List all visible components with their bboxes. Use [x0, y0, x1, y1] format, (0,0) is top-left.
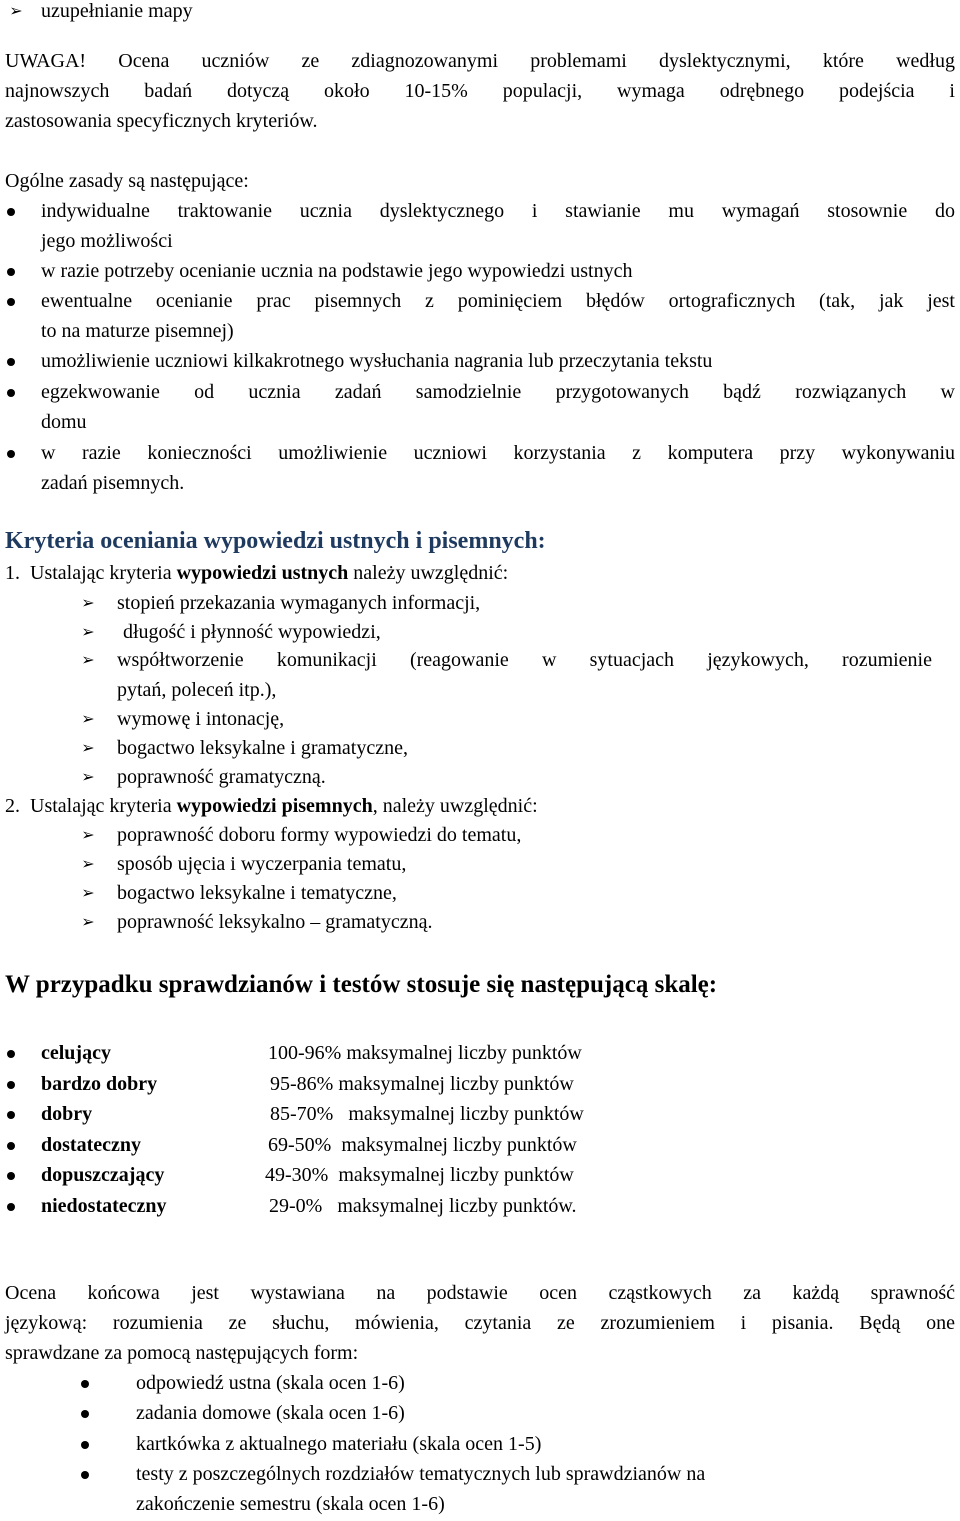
arrow-bullet-icon: ➢: [9, 1, 23, 20]
bullet-icon: [7, 208, 15, 216]
bullet-icon: [7, 1050, 15, 1058]
general-item-line: indywidualne traktowanie ucznia dyslektycznego i stawianie mu wymagań stosownie do: [41, 200, 955, 222]
arrow-bullet-icon: ➢: [81, 738, 95, 757]
general-item-line: zadań pisemnych.: [41, 472, 185, 494]
written-lead-bold: wypowiedzi pisemnych: [176, 795, 373, 817]
assessment-form: zakończenie semestru (skala ocen 1-6): [136, 1493, 445, 1515]
general-item-line: ewentualne ocenianie prac pisemnych z pominięciem błędów ortograficznych (tak, jak jest: [41, 290, 955, 312]
bullet-icon: [7, 1111, 15, 1119]
grade-range: 95-86% maksymalnej liczby punktów: [270, 1073, 574, 1095]
grade-name: niedostateczny: [41, 1195, 167, 1217]
note-line: zastosowania specyficznych kryteriów.: [5, 110, 318, 132]
arrow-bullet-icon: ➢: [81, 854, 95, 873]
oral-item: wymowę i intonację,: [117, 708, 285, 730]
general-item-line: domu: [41, 411, 87, 433]
grade-name: celujący: [41, 1042, 111, 1064]
general-intro: Ogólne zasady są następujące:: [5, 170, 249, 192]
grade-range: 29-0% maksymalnej liczby punktów.: [269, 1195, 577, 1217]
oral-item: poprawność gramatyczną.: [117, 766, 326, 788]
bullet-icon: [7, 1203, 15, 1211]
scale-heading: W przypadku sprawdzianów i testów stosuje się następującą skalę:: [5, 971, 718, 998]
grade-range: 85-70% maksymalnej liczby punktów: [270, 1103, 584, 1125]
note-line: UWAGA! Ocena uczniów ze zdiagnozowanymi problemami dyslektycznymi, które według: [5, 50, 955, 72]
oral-item: długość i płynność wypowiedzi,: [123, 621, 381, 643]
criteria-heading: Kryteria oceniania wypowiedzi ustnych i pisemnych:: [5, 528, 546, 554]
written-item: bogactwo leksykalne i tematyczne,: [117, 882, 397, 904]
bullet-icon: [81, 1471, 89, 1479]
written-lead-before: Ustalając kryteria: [30, 795, 177, 817]
arrow-bullet-icon: ➢: [81, 912, 95, 931]
bullet-icon: [7, 1172, 15, 1180]
general-item-line: jego możliwości: [41, 230, 173, 252]
assessment-form: zadania domowe (skala ocen 1-6): [136, 1402, 405, 1424]
note-line: najnowszych badań dotyczą około 10-15% populacji, wymaga odrębnego podejścia i: [5, 80, 955, 102]
oral-item: stopień przekazania wymaganych informacji,: [117, 592, 481, 614]
general-item-line: w razie potrzeby ocenianie ucznia na podstawie jego wypowiedzi ustnych: [41, 260, 633, 282]
arrow-bullet-icon: ➢: [81, 709, 95, 728]
bullet-icon: [81, 1410, 89, 1418]
general-item-line: egzekwowanie od ucznia zadań samodzielnie przygotowanych bądź rozwiązanych w: [41, 381, 955, 403]
arrow-bullet-icon: ➢: [81, 622, 95, 641]
general-item-line: umożliwienie uczniowi kilkakrotnego wysłuchania nagrania lub przeczytania tekstu: [41, 350, 713, 372]
grade-range: 69-50% maksymalnej liczby punktów: [268, 1134, 577, 1156]
grade-name: dostateczny: [41, 1134, 141, 1156]
written-criteria-lead: [5, 791, 538, 821]
oral-item: współtworzenie komunikacji (reagowanie w sytuacjach językowych, rozumienie: [117, 649, 932, 671]
general-item-line: to na maturze pisemnej): [41, 320, 234, 342]
bullet-icon: [7, 1142, 15, 1150]
oral-lead-after: należy uwzględnić:: [348, 562, 509, 584]
grade-name: dopuszczający: [41, 1164, 165, 1186]
bullet-icon: [7, 389, 15, 397]
bullet-icon: [7, 450, 15, 458]
oral-item: bogactwo leksykalne i gramatyczne,: [117, 737, 408, 759]
oral-number: 1.: [5, 562, 20, 584]
arrow-bullet-icon: ➢: [81, 650, 95, 669]
top-item: uzupełnianie mapy: [41, 0, 193, 22]
oral-lead-bold: wypowiedzi ustnych: [176, 562, 349, 584]
final-line: sprawdzane za pomocą następujących form:: [5, 1342, 359, 1364]
grade-name: dobry: [41, 1103, 93, 1125]
grade-range: 100-96% maksymalnej liczby punktów: [268, 1042, 582, 1064]
written-lead-after: , należy uwzględnić:: [372, 795, 538, 817]
bullet-icon: [7, 1081, 15, 1089]
written-item: poprawność leksykalno – gramatyczną.: [117, 911, 433, 933]
oral-lead-before: Ustalając kryteria: [30, 562, 177, 584]
oral-criteria-lead: [5, 558, 508, 588]
final-line: językową: rozumienia ze słuchu, mówienia, czytania ze zrozumieniem i pisania. Będą one: [5, 1312, 955, 1334]
assessment-form: kartkówka z aktualnego materiału (skala ocen 1-5): [136, 1433, 542, 1455]
final-line: Ocena końcowa jest wystawiana na podstawie ocen cząstkowych za każdą sprawność: [5, 1282, 955, 1304]
bullet-icon: [7, 268, 15, 276]
bullet-icon: [81, 1380, 89, 1388]
arrow-bullet-icon: ➢: [81, 883, 95, 902]
written-item: sposób ujęcia i wyczerpania tematu,: [117, 853, 407, 875]
bullet-icon: [7, 298, 15, 306]
written-item: poprawność doboru formy wypowiedzi do tematu,: [117, 824, 522, 846]
bullet-icon: [7, 358, 15, 366]
oral-item: pytań, poleceń itp.),: [117, 679, 277, 701]
arrow-bullet-icon: ➢: [81, 593, 95, 612]
written-number: 2.: [5, 795, 20, 817]
bullet-icon: [81, 1441, 89, 1449]
grade-name: bardzo dobry: [41, 1073, 158, 1095]
grade-range: 49-30% maksymalnej liczby punktów: [265, 1164, 574, 1186]
arrow-bullet-icon: ➢: [81, 767, 95, 786]
assessment-form: testy z poszczególnych rozdziałów tematycznych lub sprawdzianów na: [136, 1463, 706, 1485]
assessment-form: odpowiedź ustna (skala ocen 1-6): [136, 1372, 405, 1394]
general-item-line: w razie konieczności umożliwienie uczniowi korzystania z komputera przy wykonywaniu: [41, 442, 955, 464]
arrow-bullet-icon: ➢: [81, 825, 95, 844]
